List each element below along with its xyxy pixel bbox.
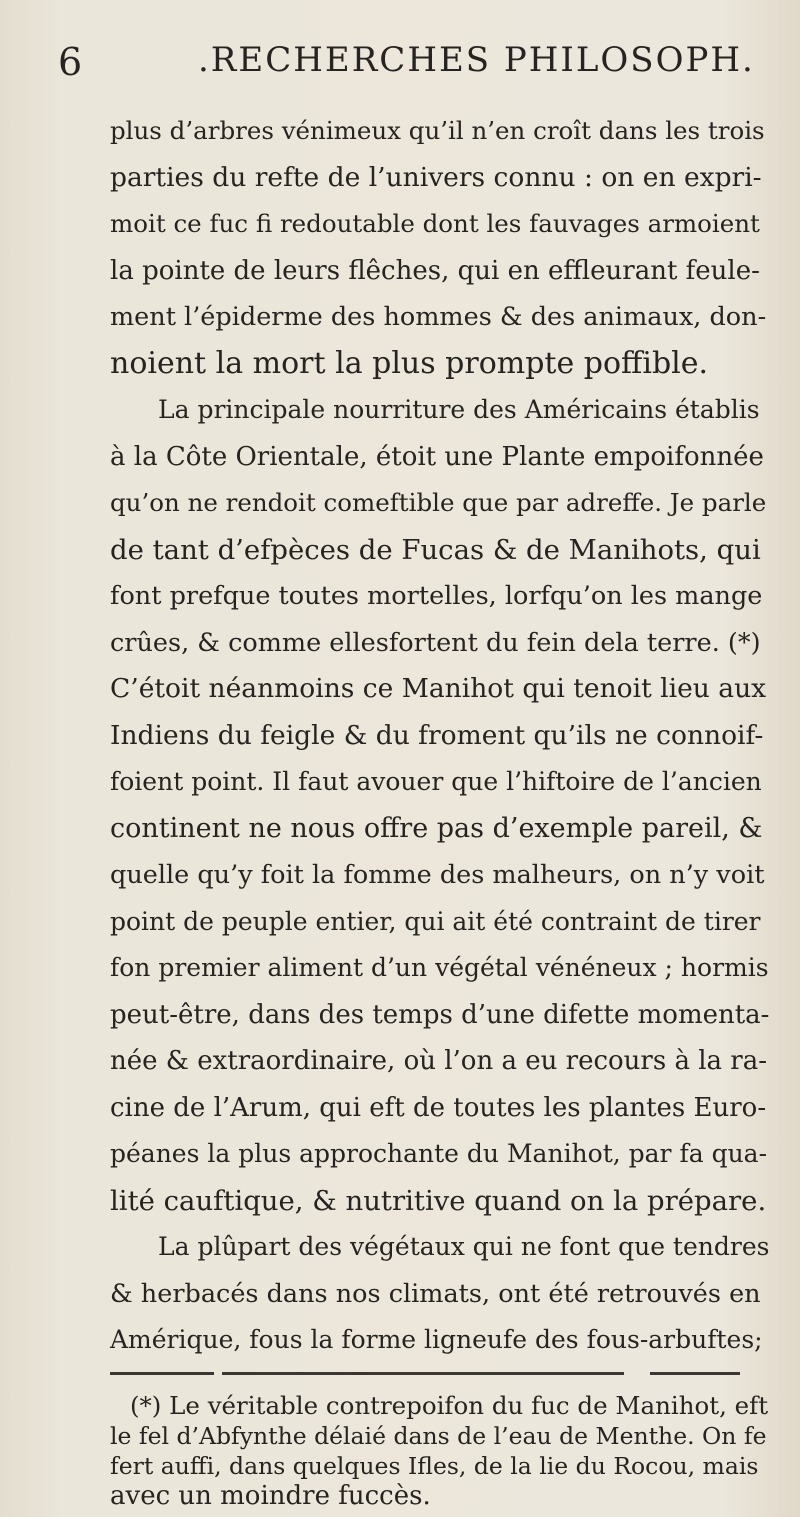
footnote-rule [110,1372,214,1375]
body-line: cine de l’Arum, qui eft de toutes les plantes Euro- [110,1093,767,1123]
body-line: lité cauftique, & nutritive quand on la prépare. [110,1185,767,1217]
body-line: La principale nourriture des Américains établis [158,395,760,424]
footnote-line: le fel d’Abfynthe délaié dans de l’eau de Menthe. On fe [110,1422,767,1450]
body-line: & herbacés dans nos climats, ont été retrouvés en [110,1279,761,1309]
body-line: crûes, & comme ellesfortent du fein dela terre. (*) [110,628,761,658]
body-line: ment l’épiderme des hommes & des animaux, don- [110,302,767,332]
body-line: quelle qu’y foit la fomme des malheurs, on n’y voit [110,860,765,890]
body-line: font prefque toutes mortelles, lorfqu’on les mange [110,581,763,611]
body-line: continent ne nous offre pas d’exemple pareil, & [110,813,763,844]
footnote-line: avec un moindre fuccès. [110,1481,431,1511]
body-line: péanes la plus approchante du Manihot, par fa qua- [110,1139,768,1168]
body-line: née & extraordinaire, où l’on a eu recours à la ra- [110,1046,768,1076]
page-header [58,40,778,100]
body-line: la pointe de leurs flêches, qui en effleurant feule- [110,256,760,286]
body-line: qu’on ne rendoit comeftible que par adreffe. Je parle [110,488,767,517]
footnote-line: fert auffi, dans quelques Ifles, de la lie du Rocou, mais [110,1452,759,1480]
body-line: C’étoit néanmoins ce Manihot qui tenoit lieu aux [110,673,767,704]
body-line: Indiens du feigle & du froment qu’ils ne connoif- [110,720,764,751]
body-line: La plûpart des végétaux qui ne font que tendres [158,1232,770,1261]
footnote-rule [650,1372,740,1375]
body-line: peut-être, dans des temps d’une difette momenta- [110,1000,770,1030]
body-line: point de peuple entier, qui ait été contraint de tirer [110,907,761,936]
body-line: fon premier aliment d’un végétal vénéneux ; hormis [110,953,769,982]
body-line: de tant d’efpèces de Fucas & de Manihots, qui [110,534,761,566]
running-title: .RECHERCHES PHILOSOPH. [198,40,755,80]
body-line: Amérique, fous la forme ligneufe des fous-arbuftes; [110,1325,763,1354]
body-line: à la Côte Orientale, étoit une Plante empoifonnée [110,442,764,472]
body-line: plus d’arbres vénimeux qu’il n’en croît dans les trois [110,116,765,145]
body-line: moit ce fuc fi redoutable dont les fauvages armoient [110,209,760,238]
body-line: parties du refte de l’univers connu : on en expri- [110,162,762,193]
footnote-rule [222,1372,624,1375]
page-number: 6 [58,40,85,84]
body-line: noient la mort la plus prompte poffible. [110,346,709,381]
footnote-line: (*) Le véritable contrepoifon du fuc de Manihot, eft [130,1391,769,1420]
body-line: foient point. Il faut avouer que l’hiftoire de l’ancien [110,767,762,796]
